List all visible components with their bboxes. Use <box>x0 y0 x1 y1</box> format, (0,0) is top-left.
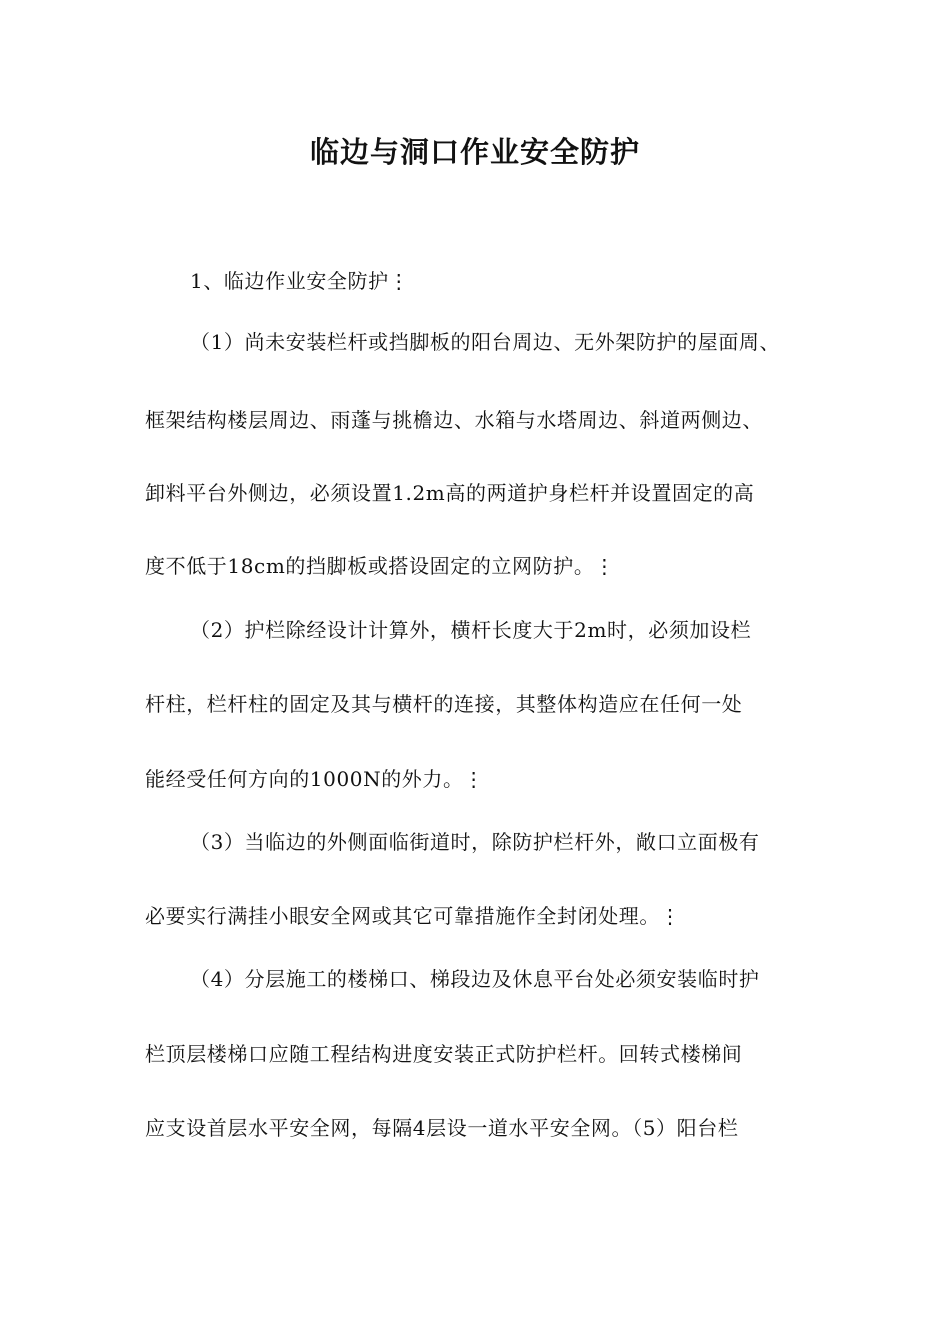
paragraph-line: 框架结构楼层周边、雨蓬与挑檐边、水箱与水塔周边、斜道两侧边、 <box>145 408 763 432</box>
paragraph-line: 栏顶层楼梯口应随工程结构进度安装正式防护栏杆。回转式楼梯间 <box>145 1042 743 1066</box>
paragraph-line: （2）护栏除经设计计算外，横杆长度大于2m时，必须加设栏 <box>190 618 752 642</box>
paragraph-line: 杆柱，栏杆柱的固定及其与横杆的连接，其整体构造应在任何一处 <box>145 692 743 716</box>
section-heading: 1、临边作业安全防护⋮ <box>190 269 410 293</box>
paragraph-line: 能经受任何方向的1000N的外力。⋮ <box>145 767 485 791</box>
paragraph-line: （4）分层施工的楼梯口、梯段边及休息平台处必须安装临时护 <box>190 967 760 991</box>
paragraph-line: 卸料平台外侧边，必须设置1.2m高的两道护身栏杆并设置固定的高 <box>145 481 755 505</box>
paragraph-line: 必要实行满挂小眼安全网或其它可靠措施作全封闭处理。⋮ <box>145 904 681 928</box>
document-title: 临边与洞口作业安全防护 <box>309 135 640 169</box>
paragraph-line: （1）尚未安装栏杆或挡脚板的阳台周边、无外架防护的屋面周、 <box>190 330 781 354</box>
paragraph-line: 应支设首层水平安全网，每隔4层设一道水平安全网。（5）阳台栏 <box>145 1116 739 1140</box>
paragraph-line: 度不低于18cm的挡脚板或搭设固定的立网防护。⋮ <box>145 554 616 578</box>
paragraph-line: （3）当临边的外侧面临街道时，除防护栏杆外，敞口立面极有 <box>190 830 760 854</box>
